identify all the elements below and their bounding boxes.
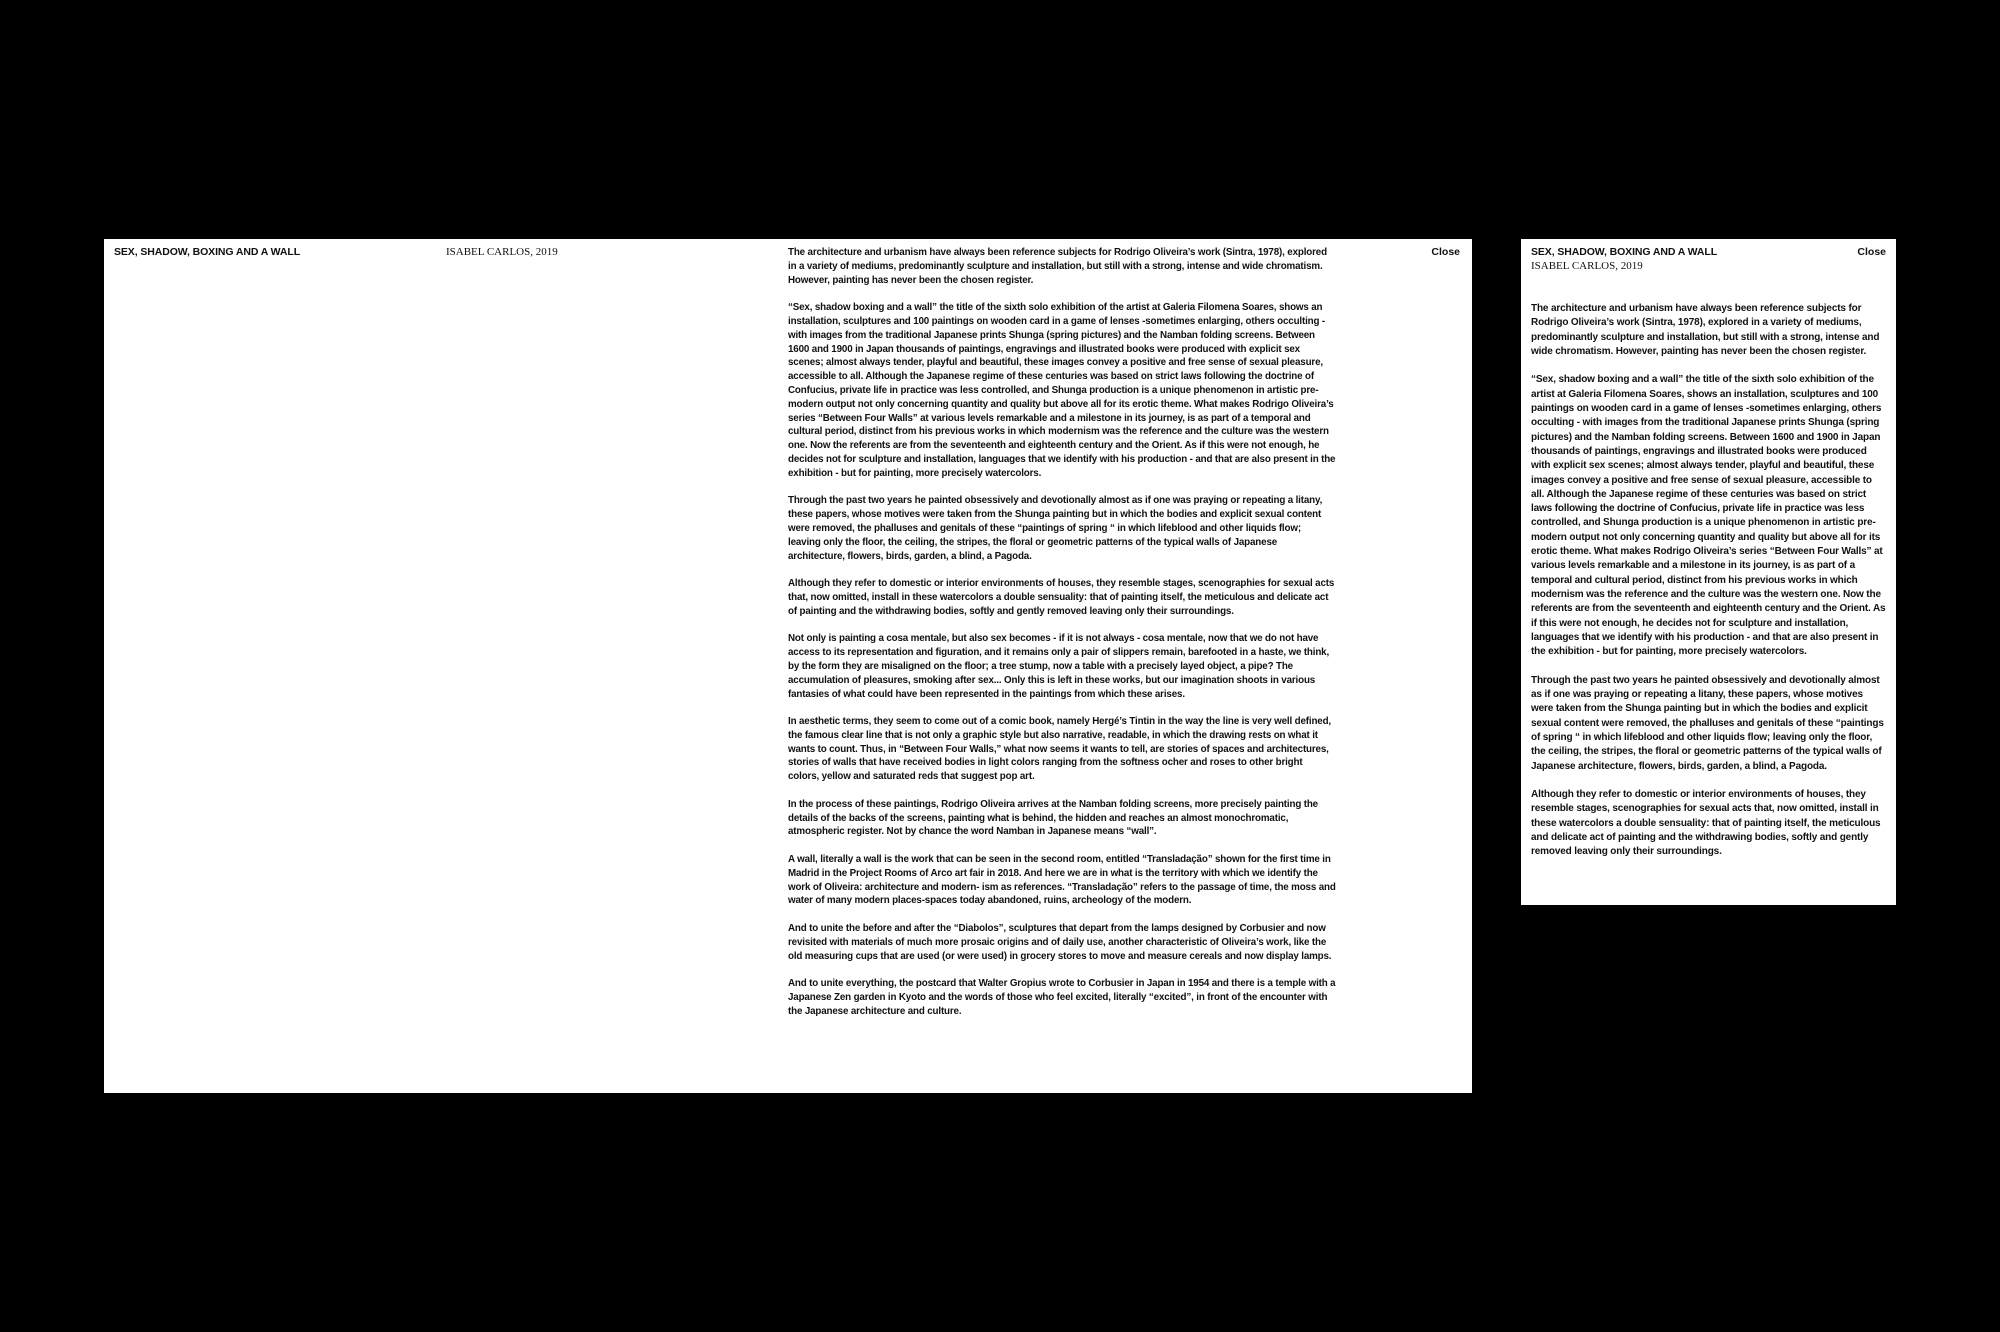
article-paragraph: And to unite everything, the postcard that Walter Gropius wrote to Corbusier in Japan in 1954 and there is a temple with a Japanese Zen garden in Kyoto and the words of those who feel excited, literally “excited”, in front of the encounter with the Japanese architecture and culture. <box>788 978 1336 1017</box>
article-paragraph: The architecture and urbanism have always been reference subjects for Rodrigo Oliveira’s work (Sintra, 1978), explored in a variety of mediums, predominantly sculpture and installation, but still with a strong, intense and wide chromatism. However, painting has never been the chosen register. <box>1531 303 1880 357</box>
article-paragraph: In aesthetic terms, they seem to come out of a comic book, namely Hergé’s Tintin in the way the line is very well defined, the famous clear line that is not only a graphic style but also narrative, readable, in which the drawing rests on what it wants to count. Thus, in “Between Four Walls,” what now seems it wants to tell, are stories of spaces and architectures, stories of walls that have received bodies in light colors ranging from the softness ocher and roses to other bright colors, yellow and saturated reds that suggest pop art. <box>788 716 1332 783</box>
article-paragraph: Although they refer to domestic or interior environments of houses, they resemble stages, scenographies for sexual acts that, now omitted, install in these watercolors a double sensuality: that of painting itself, the meticulous and delicate act of painting and the withdrawing bodies, softly and gently removed leaving only their surroundings. <box>788 578 1335 617</box>
close-button[interactable]: Close <box>1857 246 1886 258</box>
article-paragraph: “Sex, shadow boxing and a wall” the title of the sixth solo exhibition of the artist at Galeria Filomena Soares, shows an installation, sculptures and 100 paintings on wooden card in a game of lenses -sometimes enlarging, others occulting - with images from the traditional Japanese prints Shunga (spring pictures) and the Namban folding screens. Between 1600 and 1900 in Japan thousands of paintings, engravings and illustrated books were produced with explicit sex scenes; almost always tender, playful and beautiful, these images convey a positive and free sense of sexual pleasure, accessible to all. Although the Japanese regime of these centuries was based on strict laws following the doctrine of Confucius, private life in practice was less controlled, and Shunga production is a unique phenomenon in artistic pre- modern output not only concerning quantity and quality but above all for its erotic theme. What makes Rodrigo Oliveira’s series “Between Four Walls” at various levels remarkable and a milestone in its journey, is as part of a temporal and cultural period, distinct from his previous works in which modernism was the reference and the culture was the western one. Now the referents are from the seventeenth and eighteenth century and the Orient. As if this were not enough, he decides not for sculpture and installation, languages that we identify with his production - and that are also present in the exhibition - but for painting, more precisely watercolors. <box>788 302 1336 479</box>
article-paragraph: And to unite the before and after the “Diabolos”, sculptures that depart from the lamps designed by Corbusier and now revisited with materials of much more prosaic origins and of daily use, another characteristic of Oliveira’s work, like the old measuring cups that are used (or were used) in grocery stores to move and measure cereals and now display lamps. <box>788 923 1332 962</box>
desktop-article-panel <box>104 239 1472 1093</box>
article-paragraph: Through the past two years he painted obsessively and devotionally almost as if one was praying or repeating a litany, these papers, whose motives were taken from the Shunga painting but in which the bodies and explicit sexual content were removed, the phalluses and genitals of these “paintings of spring “ in which lifeblood and other liquids flow; leaving only the floor, the ceiling, the stripes, the floral or geometric patterns of the typical walls of Japanese architecture, flowers, birds, garden, a blind, a Pagoda. <box>788 495 1323 562</box>
article-author: ISABEL CARLOS, 2019 <box>446 246 558 258</box>
article-paragraph: “Sex, shadow boxing and a wall” the title of the sixth solo exhibition of the artist at Galeria Filomena Soares, shows an installation, sculptures and 100 paintings on wooden card in a game of lenses -sometimes enlarging, others occulting - with images from the traditional Japanese prints Shunga (spring pictures) and the Namban folding screens. Between 1600 and 1900 in Japan thousands of paintings, engravings and illustrated books were produced with explicit sex scenes; almost always tender, playful and beautiful, these images convey a positive and free sense of sexual pleasure, accessible to all. Although the Japanese regime of these centuries was based on strict laws following the doctrine of Confucius, private life in practice was less controlled, and Shunga production is a unique phenomenon in artistic pre- modern output not only concerning quantity and quality but above all for its erotic theme. What makes Rodrigo Oliveira’s series “Between Four Walls” at various levels remarkable and a milestone in its journey, is as part of a temporal and cultural period, distinct from his previous works in which modernism was the reference and the culture was the western one. Now the referents are from the seventeenth and eighteenth century and the Orient. As if this were not enough, he decides not for sculpture and installation, languages that we identify with his production - and that are also present in the exhibition - but for painting, more precisely watercolors. <box>1531 374 1886 658</box>
article-author: ISABEL CARLOS, 2019 <box>1531 260 1643 272</box>
article-body <box>1531 302 1886 874</box>
article-paragraph: The architecture and urbanism have always been reference subjects for Rodrigo Oliveira’s work (Sintra, 1978), explored in a variety of mediums, predominantly sculpture and installation, but still with a strong, intense and wide chromatism. However, painting has never been the chosen register. <box>788 247 1327 286</box>
article-paragraph: Although they refer to domestic or interior environments of houses, they resemble stages, scenographies for sexual acts that, now omitted, install in these watercolors a double sensuality: that of painting itself, the meticulous and delicate act of painting and the withdrawing bodies, softly and gently removed leaving only their surroundings. <box>1531 789 1881 858</box>
article-title: SEX, SHADOW, BOXING AND A WALL <box>114 246 301 258</box>
article-paragraph: In the process of these paintings, Rodrigo Oliveira arrives at the Namban folding screens, more precisely painting the details of the backs of the screens, painting what is behind, the hidden and reaches an almost monochromatic, atmospheric register. Not by chance the word Namban in Japanese means “wall”. <box>788 798 1318 838</box>
article-body <box>788 246 1336 1032</box>
article-title: SEX, SHADOW, BOXING AND A WALL <box>1531 246 1718 258</box>
mobile-article-panel <box>1521 239 1896 905</box>
article-paragraph: A wall, literally a wall is the work that can be seen in the second room, entitled “Transladação” shown for the first time in Madrid in the Project Rooms of Arco art fair in 2018. And here we are in what is the territory with which we identify the work of Oliveira: architecture and modern- ism as references. “Transladação” refers to the passage of time, the moss and water of many modern places-spaces today abandoned, ruins, archeology of the modern. <box>788 854 1336 907</box>
article-paragraph: Through the past two years he painted obsessively and devotionally almost as if one was praying or repeating a litany, these papers, whose motives were taken from the Shunga painting but in which the bodies and explicit sexual content were removed, the phalluses and genitals of these “paintings of spring “ in which lifeblood and other liquids flow; leaving only the floor, the ceiling, the stripes, the floral or geometric patterns of the typical walls of Japanese architecture, flowers, birds, garden, a blind, a Pagoda. <box>1531 674 1884 772</box>
close-button[interactable]: Close <box>1431 246 1460 258</box>
article-paragraph: Not only is painting a cosa mentale, but also sex becomes - if it is not always - cosa mentale, now that we do not have access to its representation and figuration, and it remains only a pair of slippers remain, barefooted in a haste, we think, by the form they are misaligned on the floor; a tree stump, now a table with a precisely layed object, a pipe? The accumulation of pleasures, smoking after sex... Only this is left in these works, but our imagination shoots in various fantasies of what could have been represented in the paintings from which these arises. <box>788 633 1330 700</box>
